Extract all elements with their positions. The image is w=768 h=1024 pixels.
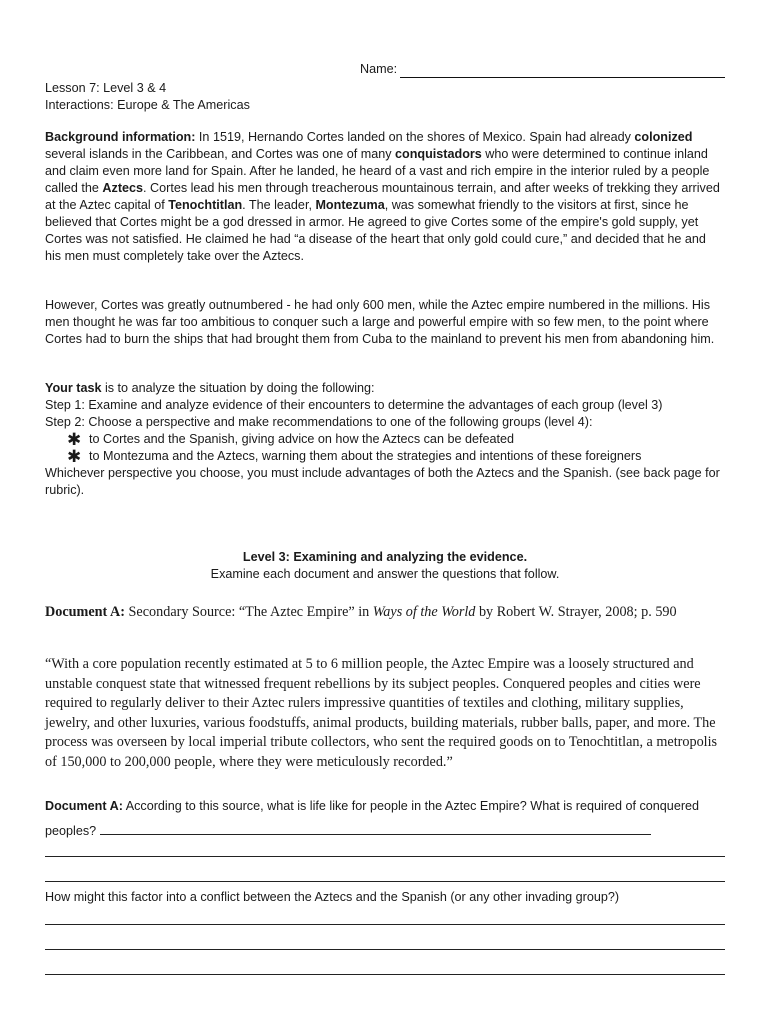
question-1-text: According to this source, what is life like for people in the Aztec Empire? What is required of conquered peoples? bbox=[45, 799, 700, 838]
asterisk-icon: ✱ bbox=[67, 430, 82, 449]
background-paragraph bbox=[45, 129, 725, 265]
name-label: Name: bbox=[360, 62, 398, 76]
question-2: How might this factor into a conflict between the Aztecs and the Spanish (or any other invading group?) bbox=[45, 890, 620, 904]
level3-subtitle: Examine each document and answer the questions that follow. bbox=[210, 567, 560, 581]
task-label: Your task bbox=[45, 381, 102, 395]
answer-line[interactable] bbox=[45, 937, 725, 950]
perspective-option-aztecs bbox=[45, 448, 725, 465]
background-text: . Cortes lead his men through treacherous mountainous terrain, and after weeks of trekking they arrived at the Aztec capital of bbox=[45, 181, 720, 212]
task-whichever: Whichever perspective you choose, you must include advantages of both the Aztecs and the Spanish. (see back page for rubric). bbox=[45, 466, 720, 497]
answer-line[interactable] bbox=[100, 823, 651, 835]
background-text: . The leader, bbox=[242, 198, 316, 212]
lesson-header bbox=[45, 80, 250, 114]
question-1-answer-lines bbox=[45, 844, 725, 882]
name-field[interactable] bbox=[360, 61, 725, 78]
answer-line[interactable] bbox=[45, 962, 725, 975]
name-blank-line[interactable] bbox=[400, 64, 725, 78]
answer-line[interactable] bbox=[45, 844, 725, 857]
document-a-label: Document A: bbox=[45, 604, 125, 620]
perspective-option-spanish bbox=[45, 431, 725, 448]
background-text: who were determined to continue inland and claim even more land for Spain. After he landed, he heard of a vast and rich empire in the interior ruled by a people called the bbox=[45, 147, 710, 195]
question-1-label: Document A: bbox=[45, 799, 123, 813]
term-colonized: colonized bbox=[634, 130, 693, 144]
lesson-subtitle: Interactions: Europe & The Americas bbox=[45, 98, 250, 112]
task-intro-text: is to analyze the situation by doing the following: bbox=[101, 381, 375, 395]
document-a-source-text: by Robert W. Strayer, 2008; p. 590 bbox=[475, 604, 677, 620]
however-paragraph: However, Cortes was greatly outnumbered - he had only 600 men, while the Aztec empire numbered in the millions. His men thought he was far too ambitious to conquer such a large and powerful empire with so few men, to the point where Cortes had to burn the ships that had brought them from Cuba to the mainland to prevent his men from abandoning him. bbox=[45, 298, 715, 346]
document-a-source-text: Secondary Source: “The Aztec Empire” in bbox=[125, 604, 373, 620]
task-step-1: Step 1: Examine and analyze evidence of their encounters to determine the advantages of each group (level 3) bbox=[45, 398, 663, 412]
task-intro bbox=[45, 380, 725, 397]
background-text: In 1519, Hernando Cortes landed on the shores of Mexico. Spain had already bbox=[195, 130, 635, 144]
lesson-title: Lesson 7: Level 3 & 4 bbox=[45, 81, 167, 95]
level3-heading bbox=[45, 549, 725, 583]
document-a-quote: “With a core population recently estimated at 5 to 6 million people, the Aztec Empire was a loosely structured and unstable conquest state that witnessed frequent rebellions by its subject peoples. Conquered peoples and cities were required to regularly deliver to their Aztec rulers impressive quantities of textiles and clothing, military supplies, jewelry, and other luxuries, various foodstuffs, animal products, building materials, rubber balls, paper, and more. The process was overseen by local imperial tribute collectors, who sent the required goods on to Tenochtitlan, a metropolis of 150,000 to 200,000 people, where they were meticulously recorded.” bbox=[45, 656, 718, 770]
term-aztecs: Aztecs bbox=[102, 181, 144, 195]
question-2-answer-lines bbox=[45, 912, 725, 975]
question-1 bbox=[45, 794, 725, 844]
perspective-option-text: to Cortes and the Spanish, giving advice on how the Aztecs can be defeated bbox=[89, 432, 514, 446]
background-text: several islands in the Caribbean, and Cortes was one of many bbox=[45, 147, 396, 161]
document-a-source bbox=[45, 603, 725, 623]
task-step-2: Step 2: Choose a perspective and make recommendations to one of the following groups (level 4): bbox=[45, 415, 593, 429]
term-conquistadors: conquistadors bbox=[395, 147, 482, 161]
answer-line[interactable] bbox=[45, 912, 725, 925]
task-section bbox=[45, 380, 725, 499]
background-label: Background information: bbox=[45, 130, 196, 144]
asterisk-icon: ✱ bbox=[67, 447, 82, 466]
background-text: , was somewhat friendly to the visitors at first, since he believed that Cortes might be a god dressed in armor. He agreed to give Cortes some of the empire's gold supply, yet Cortes was not satisfied. He claimed he had “a disease of the heart that only gold could cure,” and decided that he and his men must completely take over the Aztecs. bbox=[45, 198, 706, 263]
term-montezuma: Montezuma bbox=[315, 198, 385, 212]
document-a-book-title: Ways of the World bbox=[372, 604, 476, 620]
perspective-option-text: to Montezuma and the Aztecs, warning them about the strategies and intentions of these foreigners bbox=[89, 449, 642, 463]
answer-line[interactable] bbox=[45, 869, 725, 882]
level3-title: Level 3: Examining and analyzing the evidence. bbox=[242, 550, 528, 564]
term-tenochtitlan: Tenochtitlan bbox=[168, 198, 243, 212]
